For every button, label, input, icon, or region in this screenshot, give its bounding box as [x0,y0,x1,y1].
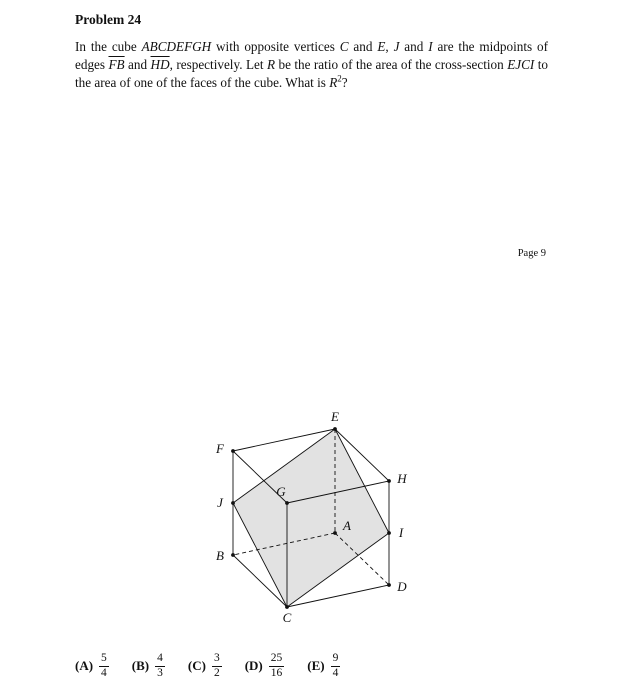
vertex-label-B: B [216,548,224,563]
text-segment: ? [341,75,348,91]
answer-choice-c [188,652,222,680]
choice-label: (A) [75,658,94,674]
vertex-label-A: A [343,518,351,533]
vertex-dot-B [231,553,235,557]
fraction-numerator: 4 [155,652,165,667]
vertex-label-J: J [217,495,223,510]
vertex-label-C: C [282,610,292,625]
choice-fraction [269,652,285,680]
text-segment: and [124,57,151,73]
math-segment: R [266,57,276,73]
choice-fraction [331,652,341,680]
vertex-label-H: H [397,471,407,486]
fraction-numerator: 3 [212,652,222,667]
vertex-dot-F [231,449,235,453]
choice-label: (E) [307,658,325,674]
math-segment: J [393,39,400,54]
cube-diagram [170,401,430,641]
math-segment: R [329,75,338,91]
math-overline-segment: $\overline{FB}$ [108,57,125,73]
page-number: Page 9 [517,248,546,259]
fraction-denominator: 2 [213,666,220,679]
answer-choice-e [307,652,340,680]
math-segment: I [428,39,433,54]
fraction-numerator: 25 [269,652,285,667]
cube-figure [170,401,430,641]
answer-choice-d [245,652,285,680]
answer-choice-a [75,652,109,680]
vertex-dot-E [333,427,337,431]
math-overline-segment: $\overline{HD}$ [150,57,170,73]
text-segment: with opposite vertices [211,39,340,54]
text-segment: be the ratio of the area of the cross-section [275,57,508,73]
text-segment: to the area of one of the faces of the cube. What is [75,57,548,91]
fraction-denominator: 4 [332,666,339,679]
vertex-dot-D [387,583,391,587]
vertex-dot-A [333,531,337,535]
problem-text [75,38,548,93]
fraction-numerator: 5 [99,652,109,667]
fraction-denominator: 4 [101,666,107,679]
problem-title: Problem 24 [75,12,142,27]
choice-fraction [155,652,165,680]
vertex-dot-C [285,605,289,609]
fraction-denominator: 16 [270,666,283,679]
math-segment: ABCDEFGH [141,39,212,54]
math-segment: EJCI [507,57,535,73]
vertex-dot-I [387,531,391,535]
cross-section-fill [233,429,389,607]
fraction-numerator: 9 [331,652,341,667]
superscript-segment: 2 [337,74,342,85]
math-segment: C [339,39,349,54]
vertex-label-F: F [216,441,224,456]
fraction-denominator: 3 [157,666,163,679]
text-segment: , [385,39,394,54]
vertex-dot-H [387,479,391,483]
choice-label: (B) [131,658,150,674]
text-segment: and [348,39,378,54]
vertex-label-I: I [398,525,404,540]
text-segment: are the midpoints of edges [75,39,548,73]
choice-fraction [212,652,222,680]
vertex-dot-G [285,501,289,505]
vertex-label-E: E [331,409,339,424]
text-segment: In the cube [75,39,142,54]
answer-choices-row [75,652,340,680]
math-segment: E [377,39,386,54]
text-segment: , respectively. Let [169,57,267,73]
vertex-label-G: G [276,484,286,499]
answer-choice-b [132,652,165,680]
vertex-label-D: D [397,579,407,594]
choice-label: (D) [244,658,263,674]
choice-fraction [99,652,109,680]
text-segment: and [399,39,429,54]
vertex-dot-J [231,501,235,505]
choice-label: (C) [187,658,206,674]
